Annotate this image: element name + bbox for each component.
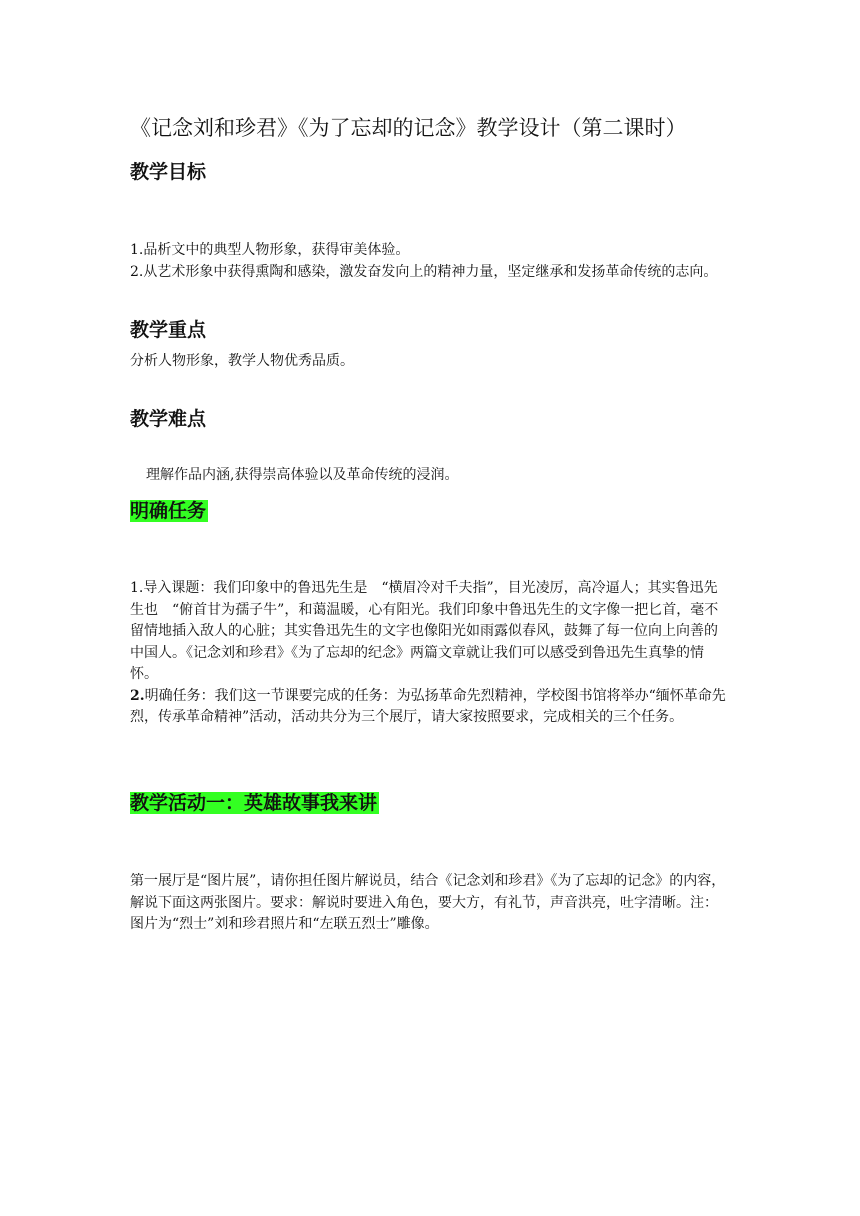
heading-difficulties: 教学难点 [130,408,207,430]
goals-list [130,240,730,283]
task-paragraphs [130,578,730,729]
key-points-text: 分析人物形象，教学人物优秀品质。 [130,353,354,369]
goal-item-2: 2.从艺术形象中获得熏陶和感染，激发奋发向上的精神力量，坚定继承和发扬革命传统的志向。 [130,263,718,280]
difficulties-text: 理解作品内涵,获得崇高体验以及革命传统的浸润。 [146,467,459,483]
heading-clear-task [130,497,208,525]
task-item-2-text: 明确任务：我们这一节课要完成的任务：为弘扬革命先烈精神，学校图书馆将举办“缅怀革命先烈，传承革命精神”活动，活动共分为三个展厅，请大家按照要求，完成相关的三个任务。 [130,687,726,725]
task-item-2 [130,686,730,729]
task-item-2-number: 2. [130,687,145,704]
heading-teaching-goals: 教学目标 [130,161,207,183]
clear-task-highlight: 明确任务 [130,500,207,522]
heading-key-points: 教学重点 [130,319,207,341]
task-item-1: 1.导入课题：我们印象中的鲁迅先生是 “横眉冷对千夫指”，目光凌厉，高冷逼人；其实鲁迅先生也 “俯首甘为孺子牛”，和蔼温暖，心有阳光。我们印象中鲁迅先生的文字像一把匕首，毫不留情地插入敌人的心脏；其实鲁迅先生的文字也像阳光如雨露似春风，鼓舞了每一位向上向善的中国人。《记念刘和珍君》《为了忘却的纪念》两篇文章就让我们可以感受到鲁迅先生真挚的情怀。 [130,580,719,682]
activity-1-highlight: 教学活动一：英雄故事我来讲 [130,792,378,814]
heading-activity-1 [130,789,379,817]
activity-1-text: 第一展厅是“图片展”，请你担任图片解说员，结合《记念刘和珍君》《为了忘却的记念》的内容，解说下面这两张图片。要求：解说时要进入角色，要大方，有礼节，声音洪亮，吐字清晰。注：图片为“烈士”刘和珍君照片和“左联五烈士”雕像。 [130,873,726,932]
document-title: 《记念刘和珍君》《为了忘却的记念》教学设计（第二课时） [130,116,687,140]
goal-item-1: 1.品析文中的典型人物形象，获得审美体验。 [130,242,410,258]
